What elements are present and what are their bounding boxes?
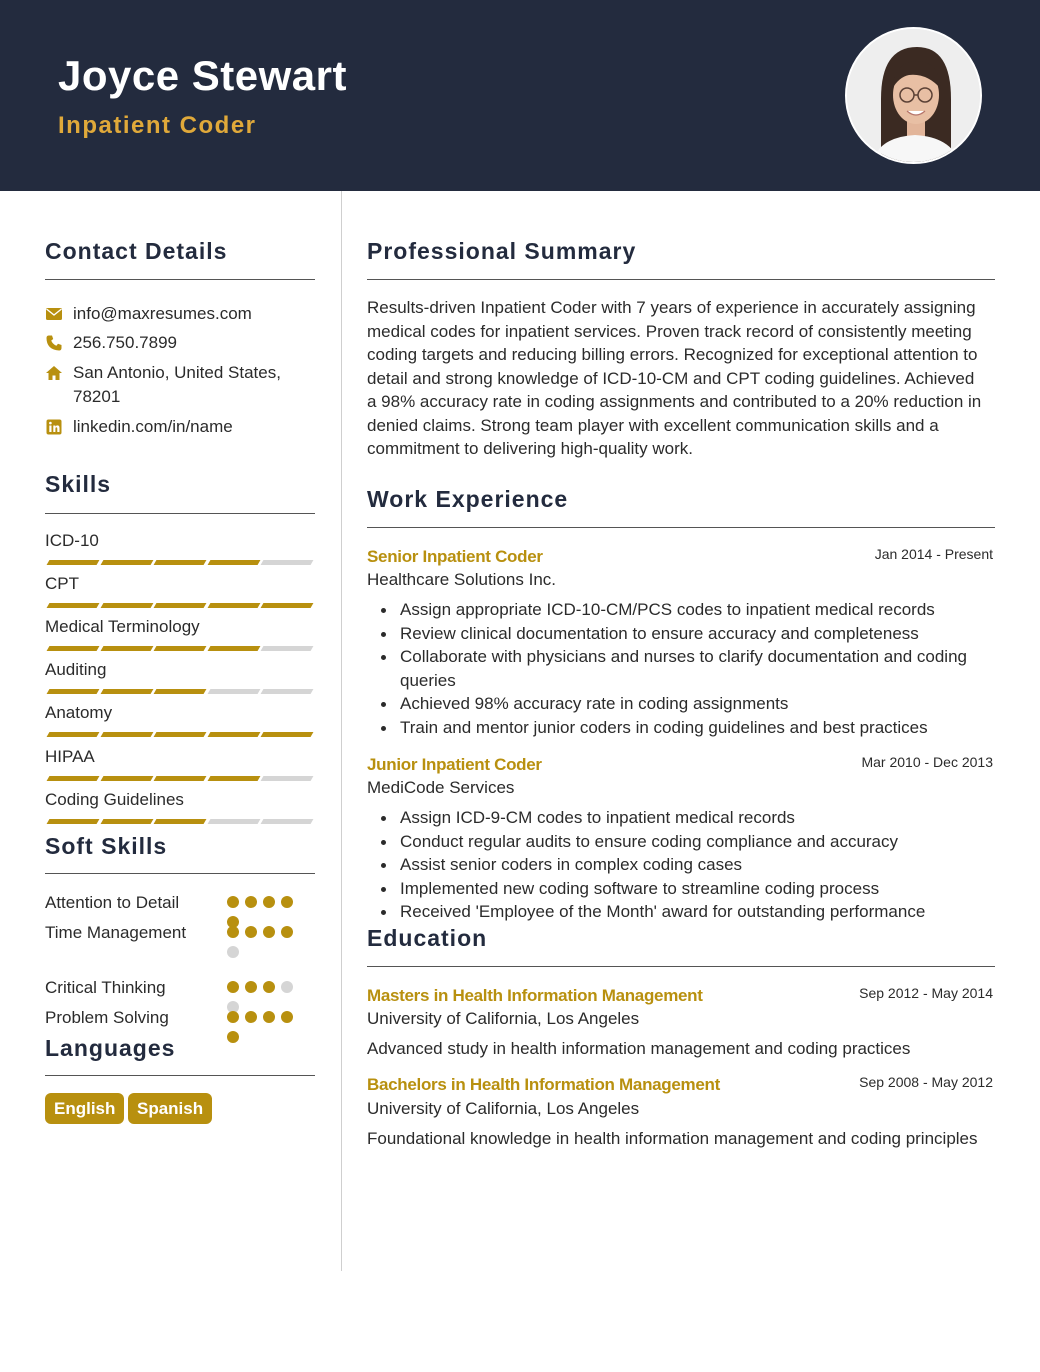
- job-bullet: Conduct regular audits to ensure coding compliance and accuracy: [400, 830, 990, 854]
- contact-rule: [45, 279, 315, 280]
- contact-phone[interactable]: 256.750.7899: [73, 333, 177, 352]
- contact-heading: Contact Details: [45, 238, 228, 264]
- skill-level-segment: [47, 560, 100, 565]
- job-dates: Jan 2014 - Present: [874, 546, 993, 562]
- soft-skill-dot: [227, 1031, 239, 1043]
- skill-level-segment: [100, 776, 153, 781]
- skill-level-segment: [154, 646, 207, 651]
- skills-heading: Skills: [45, 471, 112, 497]
- contact-email[interactable]: info@maxresumes.com: [73, 304, 252, 323]
- soft-skill-dot: [227, 946, 239, 958]
- soft-skill-dot: [245, 981, 257, 993]
- job-bullet: Collaborate with physicians and nurses to clarify documentation and coding queries: [400, 645, 990, 692]
- soft-skill-label: Problem Solving: [45, 1008, 169, 1027]
- degree-description: Foundational knowledge in health information management and coding principles: [367, 1129, 978, 1148]
- soft-skill-label: Attention to Detail: [45, 893, 180, 912]
- job-bullet: Review clinical documentation to ensure accuracy and completeness: [400, 622, 990, 646]
- skill-label: HIPAA: [45, 747, 95, 766]
- column-divider: [341, 191, 342, 1271]
- skill-level-segment: [47, 819, 100, 824]
- skill-level-bar: [46, 646, 314, 652]
- skill-level-segment: [207, 560, 260, 565]
- skill-level-segment: [47, 646, 100, 651]
- soft-skill-dot: [281, 926, 293, 938]
- summary-text: Results-driven Inpatient Coder with 7 years of experience in accurately assigning medical codes for inpatient services. Proven track record of consistently meeting coding targets and reducing billing errors. Recognized for exceptional attention to detail and strong knowledge of ICD-10-CM and CPT coding guidelines. Achieved a 98% accuracy rate in coding assignments and contributed to a 20% reduction in denied claims. Strong team player with excellent communication skills and a commitment to delivering high-quality work.: [367, 298, 982, 458]
- profile-photo: [845, 27, 982, 164]
- soft-skill-label: Time Management: [45, 923, 187, 942]
- contact-address-row: [45, 361, 315, 409]
- soft-skill-dot: [263, 1011, 275, 1023]
- languages-heading: Languages: [45, 1035, 176, 1061]
- skill-label: ICD-10: [45, 531, 99, 550]
- soft-skill-dot: [263, 896, 275, 908]
- education-rule: [367, 966, 995, 967]
- skill-level-segment: [207, 603, 260, 608]
- skill-level-segment: [154, 689, 207, 694]
- skill-level-bar: [46, 732, 314, 738]
- skill-level-segment: [261, 603, 314, 608]
- job-company: MediCode Services: [367, 778, 515, 797]
- skill-level-segment: [154, 819, 207, 824]
- skill-level-segment: [261, 689, 314, 694]
- skill-level-segment: [207, 776, 260, 781]
- resume-header: [0, 0, 1040, 191]
- school-name: University of California, Los Angeles: [367, 1009, 640, 1028]
- soft-skill-dot: [227, 926, 239, 938]
- skill-level-segment: [100, 646, 153, 651]
- soft-skills-heading: Soft Skills: [45, 833, 168, 859]
- home-icon: [45, 364, 63, 382]
- skill-level-segment: [100, 732, 153, 737]
- linkedin-icon: [45, 418, 63, 436]
- job-bullet: Implemented new coding software to streamline coding process: [400, 877, 990, 901]
- soft-skill-dot: [245, 896, 257, 908]
- contact-phone-row[interactable]: [45, 331, 315, 355]
- languages-rule: [45, 1075, 315, 1076]
- skill-level-segment: [207, 819, 260, 824]
- job-bullet: Achieved 98% accuracy rate in coding assignments: [400, 692, 990, 716]
- skill-level-segment: [100, 560, 153, 565]
- language-badge-english: English: [45, 1093, 124, 1124]
- skill-level-bar: [46, 603, 314, 609]
- experience-rule: [367, 527, 995, 528]
- skill-level-segment: [154, 603, 207, 608]
- language-badge-spanish: Spanish: [128, 1093, 212, 1124]
- summary-heading: Professional Summary: [367, 238, 637, 264]
- skill-level-segment: [47, 776, 100, 781]
- skill-level-segment: [207, 732, 260, 737]
- soft-skill-dot: [263, 926, 275, 938]
- job-dates: Mar 2010 - Dec 2013: [861, 754, 993, 770]
- degree-dates: Sep 2012 - May 2014: [859, 985, 993, 1001]
- job-bullets: [400, 598, 990, 739]
- job-bullet: Assign appropriate ICD-10-CM/PCS codes to inpatient medical records: [400, 598, 990, 622]
- soft-skill-dot: [263, 981, 275, 993]
- contact-email-row[interactable]: [45, 302, 315, 326]
- skill-level-segment: [154, 560, 207, 565]
- skill-level-segment: [261, 646, 314, 651]
- job-title: Senior Inpatient Coder: [367, 547, 543, 566]
- skill-level-segment: [261, 819, 314, 824]
- soft-skill-dot: [245, 926, 257, 938]
- job-bullet: Assist senior coders in complex coding cases: [400, 853, 990, 877]
- skill-label: Anatomy: [45, 703, 113, 722]
- education-heading: Education: [367, 925, 488, 951]
- skill-label: Coding Guidelines: [45, 790, 184, 809]
- skill-level-segment: [261, 732, 314, 737]
- job-bullet: Received 'Employee of the Month' award for outstanding performance: [400, 900, 990, 924]
- degree-description: Advanced study in health information management and coding practices: [367, 1039, 911, 1058]
- skill-level-segment: [100, 819, 153, 824]
- job-bullets: [400, 806, 990, 924]
- skill-level-segment: [207, 646, 260, 651]
- contact-address: San Antonio, United States, 78201: [73, 363, 281, 406]
- skill-level-bar: [46, 776, 314, 782]
- job-bullet: Train and mentor junior coders in coding guidelines and best practices: [400, 716, 990, 740]
- skill-label: CPT: [45, 574, 79, 593]
- skill-level-segment: [207, 689, 260, 694]
- soft-skill-dot: [281, 981, 293, 993]
- contact-linkedin-row[interactable]: [45, 415, 315, 439]
- skill-level-segment: [261, 560, 314, 565]
- soft-skill-dot: [245, 1011, 257, 1023]
- skills-rule: [45, 513, 315, 514]
- skill-level-bar: [46, 689, 314, 695]
- school-name: University of California, Los Angeles: [367, 1099, 640, 1118]
- job-bullet: Assign ICD-9-CM codes to inpatient medical records: [400, 806, 990, 830]
- soft-skill-dot: [227, 896, 239, 908]
- envelope-icon: [45, 305, 63, 323]
- candidate-title: Inpatient Coder: [58, 112, 257, 139]
- phone-icon: [45, 334, 63, 352]
- soft-skill-dot: [227, 1011, 239, 1023]
- soft-skill-label: Critical Thinking: [45, 978, 166, 997]
- skill-level-segment: [261, 776, 314, 781]
- skill-level-segment: [100, 689, 153, 694]
- skill-level-segment: [47, 603, 100, 608]
- skill-level-segment: [47, 732, 100, 737]
- candidate-name: Joyce Stewart: [58, 52, 347, 99]
- skill-level-bar: [46, 819, 314, 825]
- contact-linkedin[interactable]: linkedin.com/in/name: [73, 417, 233, 436]
- skill-level-segment: [154, 732, 207, 737]
- soft-skill-dot: [281, 1011, 293, 1023]
- skill-level-segment: [100, 603, 153, 608]
- summary-rule: [367, 279, 995, 280]
- job-title: Junior Inpatient Coder: [367, 755, 542, 774]
- degree-title: Masters in Health Information Management: [367, 986, 703, 1005]
- experience-heading: Work Experience: [367, 486, 569, 512]
- job-company: Healthcare Solutions Inc.: [367, 570, 556, 589]
- soft-skill-dot: [281, 896, 293, 908]
- person-avatar-icon: [847, 29, 982, 164]
- soft-skill-dot: [227, 981, 239, 993]
- skill-level-bar: [46, 560, 314, 566]
- degree-dates: Sep 2008 - May 2012: [859, 1074, 993, 1090]
- skill-level-segment: [154, 776, 207, 781]
- degree-title: Bachelors in Health Information Management: [367, 1075, 720, 1094]
- skill-label: Auditing: [45, 660, 107, 679]
- skill-label: Medical Terminology: [45, 617, 200, 636]
- skill-level-segment: [47, 689, 100, 694]
- soft-skills-rule: [45, 873, 315, 874]
